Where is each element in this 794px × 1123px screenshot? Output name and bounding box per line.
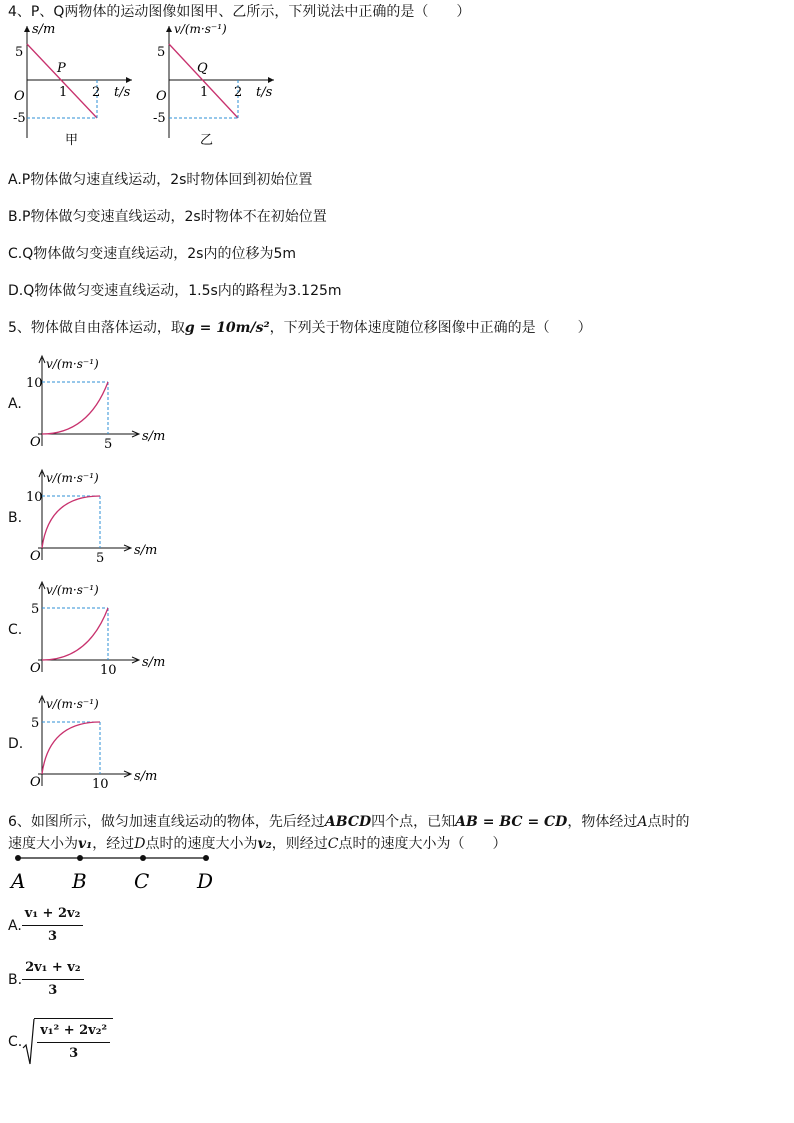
- denominator: 3: [48, 929, 58, 944]
- x-tick-2: 2: [92, 85, 101, 100]
- q4-option-c[interactable]: C.Q物体做匀变速直线运动，2s内的位移为5m: [8, 246, 296, 262]
- origin-label: O: [30, 435, 41, 450]
- x-tick-1: 1: [59, 85, 68, 100]
- y-tick: 5: [31, 716, 40, 731]
- q4-option-a[interactable]: A.P物体做匀速直线运动，2s时物体回到初始位置: [8, 172, 313, 188]
- q-line: [169, 44, 238, 118]
- q6-text: 点时的: [647, 814, 690, 830]
- q5-graph-b[interactable]: [28, 466, 168, 564]
- x-tick: 10: [92, 777, 109, 792]
- q6-v2: v₂: [257, 836, 272, 852]
- q6-option-b[interactable]: [8, 958, 84, 1001]
- curve-label: P: [57, 61, 66, 76]
- denominator: 3: [69, 1046, 79, 1061]
- denominator: 3: [48, 983, 58, 998]
- v-s-curve: [42, 722, 100, 774]
- v-s-curve: [42, 496, 100, 548]
- y-tick-5: 5: [157, 45, 166, 60]
- option-letter: C.: [8, 1034, 23, 1050]
- q5-option-letter[interactable]: A.: [8, 396, 22, 412]
- origin-label: O: [14, 89, 25, 104]
- q4-option-b[interactable]: B.P物体做匀变速直线运动，2s时物体不在初始位置: [8, 209, 327, 225]
- fraction: [22, 958, 84, 1001]
- v-s-curve: [42, 382, 108, 434]
- numerator: v₁² + 2v₂²: [37, 1021, 110, 1043]
- q6-text: ，则经过: [271, 836, 328, 852]
- y-tick-neg5: -5: [153, 111, 166, 126]
- fraction: [37, 1021, 110, 1064]
- q6-point-c-ref: C: [327, 836, 339, 852]
- y-axis-label: v/(m·s⁻¹): [46, 471, 99, 485]
- q4-graph-jia: [10, 20, 140, 150]
- x-axis-label: s/m: [142, 655, 166, 670]
- point-c-dot: [140, 855, 146, 861]
- q6-line-diagram: [8, 852, 228, 896]
- q5-graph-a[interactable]: [28, 352, 168, 450]
- q6-point-a-ref: A: [637, 814, 648, 830]
- point-a-label: A: [11, 869, 26, 893]
- q6-option-c[interactable]: [8, 1018, 113, 1066]
- point-b-label: B: [72, 869, 87, 893]
- x-axis-label: s/m: [142, 429, 166, 444]
- q6-text: ，经过: [92, 836, 135, 852]
- origin-label: O: [30, 661, 41, 676]
- point-a-dot: [15, 855, 21, 861]
- curve-label: Q: [197, 61, 208, 76]
- x-axis-label: t/s: [114, 85, 131, 100]
- y-tick: 10: [26, 376, 43, 391]
- q6-stem-line2: [8, 834, 507, 854]
- x-axis-label: s/m: [134, 769, 158, 784]
- q6-text: ，物体经过: [567, 814, 638, 830]
- q4-option-d[interactable]: D.Q物体做匀变速直线运动，1.5s内的路程为3.125m: [8, 283, 342, 299]
- q5-option-letter[interactable]: C.: [8, 622, 23, 638]
- point-d-label: D: [197, 869, 214, 893]
- caption: 乙: [200, 133, 214, 148]
- q6-math-abcd: ABCD: [324, 814, 372, 830]
- q6-text: 速度大小为: [8, 836, 78, 852]
- v-s-curve: [42, 608, 108, 660]
- y-axis-label: v/(m·s⁻¹): [46, 357, 99, 371]
- point-d-dot: [203, 855, 209, 861]
- x-tick: 5: [104, 437, 113, 452]
- radical-sign-icon: [22, 1018, 34, 1066]
- x-tick: 10: [100, 663, 117, 678]
- x-axis-label: t/s: [256, 85, 273, 100]
- q6-point-d-ref: D: [134, 836, 146, 852]
- caption: 甲: [65, 133, 79, 148]
- numerator: v₁ + 2v₂: [22, 904, 84, 926]
- q6-text: 四个点，已知: [371, 814, 456, 830]
- q5-stem: [8, 318, 592, 338]
- x-tick: 5: [96, 551, 105, 566]
- square-root: [22, 1018, 113, 1066]
- point-c-label: C: [134, 869, 150, 893]
- q5-graph-c[interactable]: [28, 578, 168, 676]
- q6-math-eq: AB = BC = CD: [455, 814, 568, 830]
- y-axis-label: s/m: [32, 22, 56, 37]
- y-tick-5: 5: [15, 45, 24, 60]
- origin-label: O: [30, 775, 41, 790]
- numerator: 2v₁ + v₂: [22, 958, 84, 980]
- q5-stem-math: g = 10m/s²: [184, 320, 270, 336]
- y-axis-label: v/(m·s⁻¹): [46, 583, 99, 597]
- y-tick-neg5: -5: [13, 111, 26, 126]
- point-b-dot: [77, 855, 83, 861]
- x-axis-label: s/m: [134, 543, 158, 558]
- q5-stem-pre: 5、物体做自由落体运动，取: [8, 320, 185, 336]
- q4-stem: 4、P、Q两物体的运动图像如图甲、乙所示，下列说法中正确的是（ ）: [8, 4, 471, 20]
- p-line: [27, 44, 97, 118]
- y-axis-label: v/(m·s⁻¹): [174, 22, 227, 36]
- q6-text: 6、如图所示，做匀加速直线运动的物体，先后经过: [8, 814, 325, 830]
- q6-text: 点时的速度大小为: [145, 836, 258, 852]
- q6-text: 点时的速度大小为（ ）: [338, 836, 507, 852]
- q5-option-letter[interactable]: D.: [8, 736, 24, 752]
- fraction: [22, 904, 84, 947]
- y-tick: 10: [26, 490, 43, 505]
- q6-option-a[interactable]: [8, 904, 83, 947]
- y-tick: 5: [31, 602, 40, 617]
- y-axis-label: v/(m·s⁻¹): [46, 697, 99, 711]
- origin-label: O: [156, 89, 167, 104]
- x-tick-1: 1: [200, 85, 209, 100]
- q6-v1: v₁: [78, 836, 93, 852]
- q5-stem-post: ，下列关于物体速度随位移图像中正确的是（ ）: [269, 320, 592, 336]
- x-tick-2: 2: [234, 85, 243, 100]
- q5-graph-d[interactable]: [28, 692, 168, 790]
- option-letter: B.: [8, 971, 23, 988]
- q4-graph-yi: [150, 20, 290, 150]
- option-letter: A.: [8, 917, 22, 934]
- q6-stem-line1: [8, 812, 689, 832]
- origin-label: O: [30, 549, 41, 564]
- q5-option-letter[interactable]: B.: [8, 510, 23, 526]
